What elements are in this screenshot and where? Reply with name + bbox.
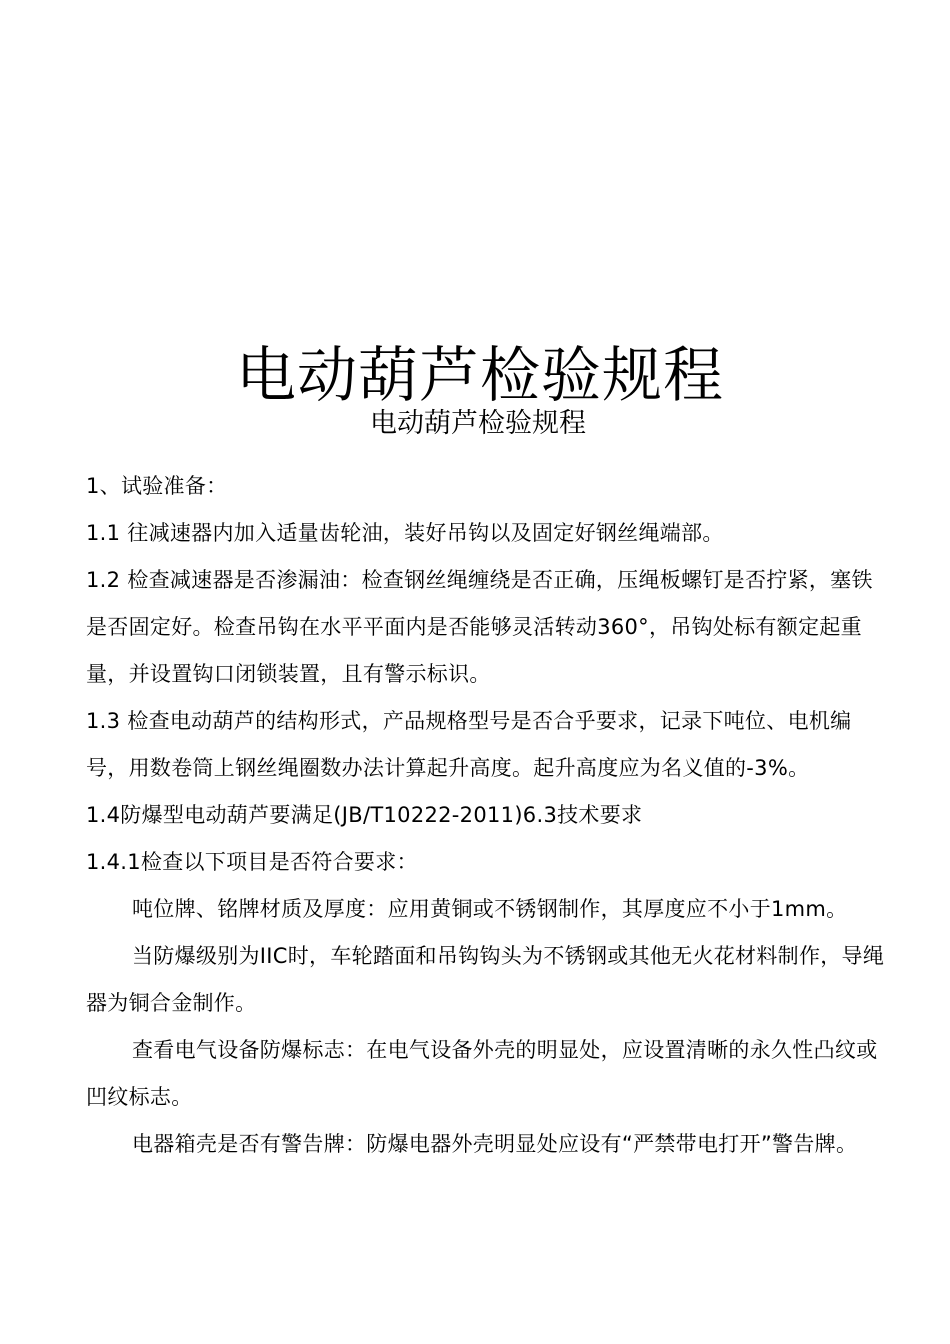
requirement-item-marking: 查看电气设备防爆标志：在电气设备外壳的明显处，应设置清晰的永久性凸纹或凹纹标志。 [86, 1038, 878, 1109]
sub-title: 电动葫芦检验规程 [370, 408, 586, 439]
main-title: 电动葫芦检验规程 [236, 341, 724, 411]
paragraph-1-3: 1.3 检查电动葫芦的结构形式，产品规格型号是否合乎要求，记录下吨位、电机编号，用数卷筒上钢丝绳圈数办法计算起升高度。起升高度应为名义值的-3%。 [86, 709, 852, 780]
paragraph-1-2: 1.2 检查减速器是否渗漏油：检查钢丝绳缠绕是否正确，压绳板螺钉是否拧紧，塞铁是否固定好。检查吊钩在水平平面内是否能够灵活转动360°，吊钩处标有额定起重量，并设置钩口闭锁装置，且有警示标识。 [86, 568, 873, 686]
section-heading-1: 1、试验准备： [86, 474, 228, 498]
paragraph-1-4: 1.4防爆型电动葫芦要满足(JB/T10222-2011)6.3技术要求 [86, 803, 643, 827]
paragraph-1-4-1: 1.4.1检查以下项目是否符合要求： [86, 850, 418, 874]
requirement-item-warning-sign: 电器箱壳是否有警告牌：防爆电器外壳明显处应设有“严禁带电打开”警告牌。 [132, 1132, 858, 1156]
document-body [86, 463, 886, 1168]
paragraph-1-1: 1.1 往减速器内加入适量齿轮油，装好吊钩以及固定好钢丝绳端部。 [86, 521, 724, 545]
requirement-item-nameplate: 吨位牌、铭牌材质及厚度：应用黄铜或不锈钢制作，其厚度应不小于1mm。 [132, 897, 848, 921]
requirement-item-iic: 当防爆级别为IIC时，车轮踏面和吊钩钩头为不锈钢或其他无火花材料制作，导绳器为铜合金制作。 [86, 944, 885, 1015]
